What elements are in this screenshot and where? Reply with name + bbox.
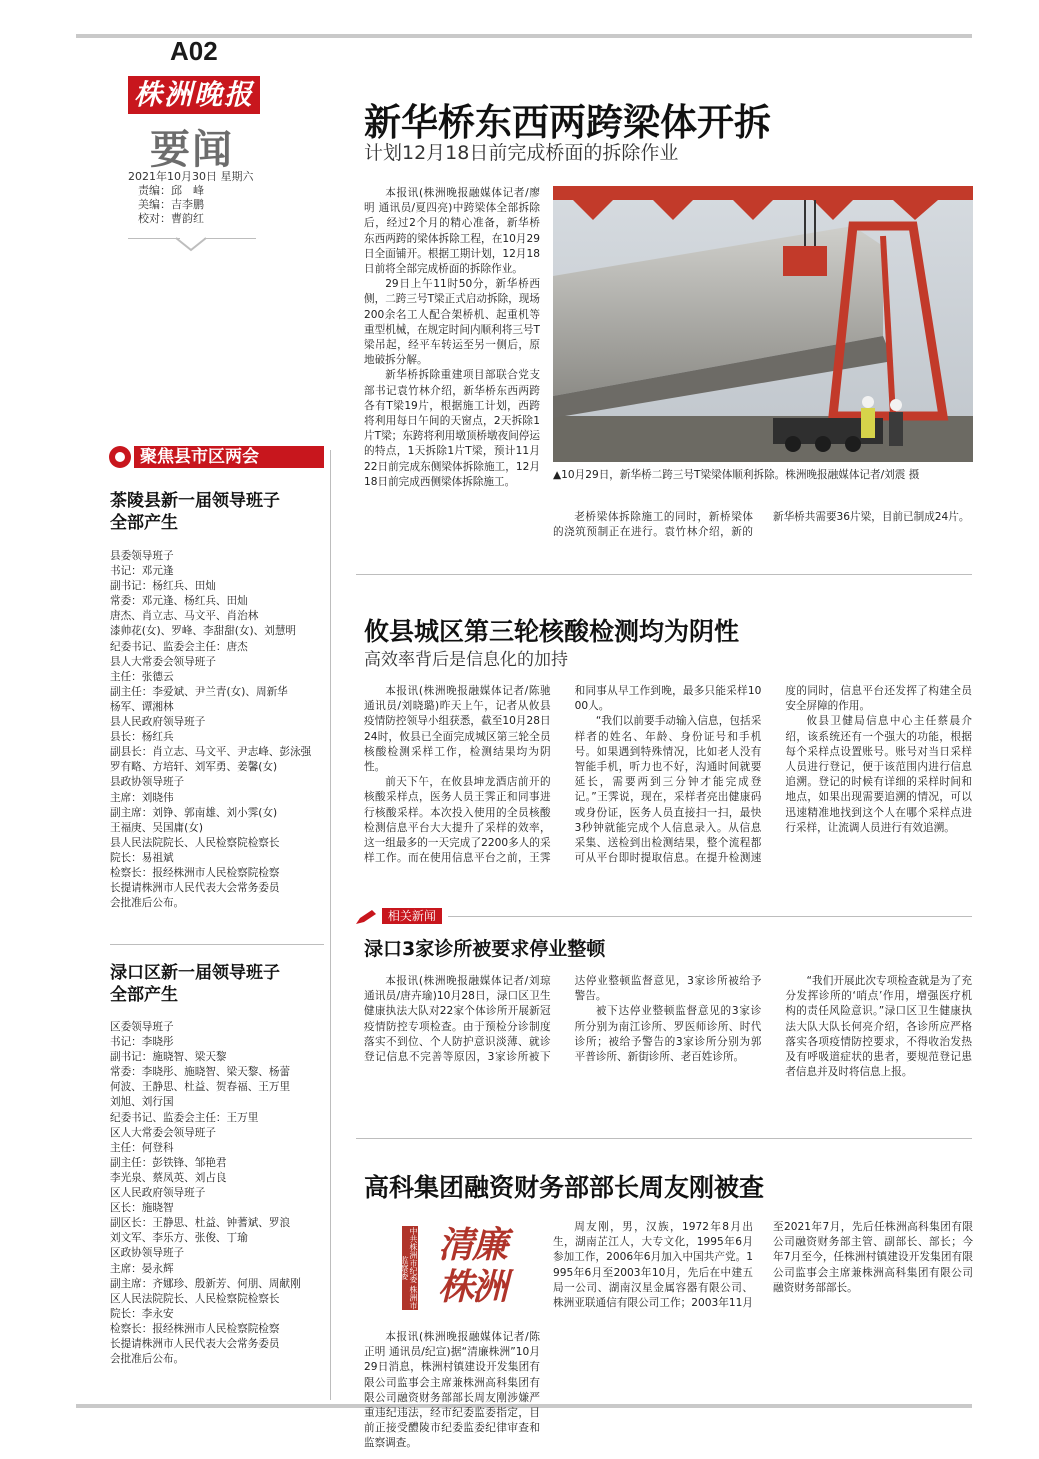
article1-subtitle: 计划12月18日前完成桥面的拆除作业 [364,142,679,164]
line: 纪委书记、监委会主任：唐杰 [110,640,248,653]
paragraph: “我们以前要手动输入信息，包括采样者的姓名、年龄、身份证号和手机号。如果遇到特殊情况，比如老人没有智能手机，听力也不好，沟通时间就要延长，需要两到三分钟才能完成登记。”王霁说，现在，采样者亮出健康码或身份证，医务人员直接扫一扫，最快3秒钟就能完成个人信息录入。从信息采集、送检到出检测结果，整个流程都可从平台即时提取信息。在提升检测速度的同时，信息平台还发挥了构建全员安全屏障的作用。 [574,685,972,865]
line: 主席：刘晓伟 [110,791,174,804]
article-divider [356,574,972,575]
line: 区人民法院院长、人民检察院检察长 [110,1292,280,1305]
paragraph: 新华桥拆除重建项目部联合党支部书记袁竹林介绍，新华桥东西两跨各有T梁19片，根据施工计划，西跨将利用每日午间的天窗点，2天拆除1片T梁；东跨将利用墩顶桥墩夜间停运的特点，1天拆除1片T梁，预计11月22日前完成东侧梁体拆除施工，12月18日前完成西侧梁体拆除施工。 [364,369,540,488]
line: 区人大常委会领导班子 [110,1126,216,1139]
qinglian-zhuzhou-seal [398,1218,526,1314]
related-body [364,974,972,1086]
line: 唐杰、肖立志、马文平、肖治林 [110,610,259,623]
line: 李光泉、蔡凤英、刘占良 [110,1171,227,1184]
paragraph: 本报讯(株洲晚报融媒体记者/廖明 通讯员/夏四亮)中跨梁体全部拆除后，经过2个月的精心准备，新华桥东西两跨的梁体拆除工程，在10月29日全面铺开。根据工期计划，12月18日前将全部完成桥面的拆除作业。 [364,187,540,276]
sidebar-block-chaling [110,490,324,911]
line: 刘旭、刘行国 [110,1096,174,1109]
related-news-label [356,907,442,924]
line: 杨军、谭湘林 [110,700,174,713]
line: 何波、王静思、杜益、贺春福、王万里 [110,1081,291,1094]
photo-caption: ▲10月29日，新华桥二跨三号T梁梁体顺利拆除。株洲晚报融媒体记者/刘震 摄 [553,469,920,481]
line: 区委领导班子 [110,1021,174,1033]
article-divider [356,1138,972,1139]
line: 常委：邓元逢、杨红兵、田灿 [110,595,248,608]
line: 主任：张德云 [110,670,174,683]
line: 罗有略、方培轩、刘军勇、姜馨(女) [110,761,278,774]
proofreader-line: 校对：曹韵红 [138,212,204,225]
article2-title: 攸县城区第三轮核酸检测均为阴性 [364,617,740,646]
sidebar-banner [108,444,324,470]
masthead-rule [128,238,180,239]
paragraph: “我们开展此次专项检查就是为了充分发挥诊所的‘哨点’作用，增强医疗机构的责任风险意识。”渌口区卫生健康执法大队大队长何亮介绍，各诊所应严格落实各项疫情防控要求，不得收治发热及有呼吸道症状的患者，要规范登记患者信息并及时将信息上报。 [785,975,972,1079]
line: 副书记：施晓智、梁天黎 [110,1051,227,1064]
sidebar-divider [330,450,331,1400]
line: 副区长：王静思、杜益、钟蓍斌、罗浪 [110,1217,291,1230]
masthead-info [128,170,254,226]
line: 长提请株洲市人民代表大会常务委员 [110,1337,280,1350]
article2-subtitle: 高效率背后是信息化的加持 [364,650,568,670]
date-line: 2021年10月30日 星期六 [128,170,254,183]
paragraph: 攸县卫健局信息中心主任蔡晨介绍，该系统还有一个强大的功能，根据每个采样点设置账号。账号对当日采样人员进行登记，便于该范围内进行信息追溯。登记的时候有详细的采样时间和地点，如果出现需要追溯的情况，可以迅速精准地找到这个人在哪个采样点进行采样，让流调人员进行有效追溯。 [785,715,972,834]
line: 副书记：杨红兵、田灿 [110,580,216,593]
related-news-text: 相关新闻 [382,908,442,924]
line: 院长：李永安 [110,1307,174,1320]
line: 区政协领导班子 [110,1247,185,1260]
line: 纪委书记、监委会主任：王万里 [110,1111,259,1124]
sidebar-banner-text: 聚焦县市区两会 [140,447,259,467]
paragraph: 前天下午，在攸县坤龙酒店前开的核酸采样点，医务人员王霁正和同事进行核酸采样。本次投入使用的全员核酸检测信息平台大大提升了采样的效率，这一组最多的一天完成了2200多人的采样工作。而在使用信息平台之前，王霁和同事从早工作到晚，最多只能采样1000人。 [364,685,762,865]
line: 检察长：报经株洲市人民检察院检察 [110,1322,280,1335]
line: 副主任：彭铁锋、邹艳君 [110,1156,227,1169]
line: 县人民政府领导班子 [110,716,206,729]
article3-body-lead [364,1330,540,1450]
paragraph: 29日上午11时50分，新华桥西侧，二跨三号T梁正式启动拆除，现场200余名工人配合架桥机、起重机等重型机械，在规定时间内顺利将三号T梁吊起，经平车转运至另一侧后，原地破拆分解。 [364,278,540,367]
line: 长提请株洲市人民代表大会常务委员 [110,882,280,895]
section-title: 要闻 [150,126,234,173]
related-title: 渌口3家诊所被要求停业整顿 [364,938,606,960]
line: 常委：李晓彤、施晓智、梁天黎、杨蕾 [110,1066,291,1079]
seal-main-text: 清廉株洲 [437,1224,506,1308]
line: 县委领导班子 [110,550,174,562]
paragraph: 本报讯(株洲晚报融媒体记者/陈驰 通讯员/刘晓璐)昨天上午，记者从攸县疫情防控领导小组获悉，截至10月28日24时，攸县已全面完成城区第三轮全员核酸检测采样工作，检测结果均为阴性。 [364,685,551,774]
paragraph: 本报讯(株洲晚报融媒体记者/刘琼 通讯员/唐卉瑜)10月28日，渌口区卫生健康执法大队对22家个体诊所开展新冠疫情防控专项检查。由于预检分诊制度落实不到位、个人防护意识淡薄、就诊登记信息不完善等原因，3家诊所被下达停业整顿监督意见，3家诊所被给予警告。 [364,975,762,1064]
block-lines [110,549,324,911]
seal-side-text: 中共株洲市纪委 株洲市监察委 [400,1226,418,1310]
art-editor-line: 美编：吉李鹏 [138,198,204,211]
line: 副主席：刘铮、郭南雄、刘小霁(女) [110,806,278,819]
block-title: 茶陵县新一届领导班子 [110,491,280,511]
masthead-rule [204,238,256,239]
line: 县人大常委会领导班子 [110,655,216,668]
line: 王福庚、吴国庸(女) [110,821,204,834]
article1-body [364,186,540,490]
block-title: 全部产生 [110,513,178,533]
line: 主任：何登科 [110,1141,174,1154]
chevron-down-icon [176,236,206,252]
line: 会批准后公布。 [110,897,185,910]
related-rule [448,916,972,917]
block-lines [110,1020,324,1367]
line: 区人民政府领导班子 [110,1187,206,1200]
line: 会批准后公布。 [110,1353,185,1366]
article3-body [553,1220,973,1388]
line: 县人民法院院长、人民检察院检察长 [110,836,280,849]
sidebar-block-lukou [110,962,324,1367]
line: 副主任：李爱斌、尹兰青(女)、周新华 [110,685,288,698]
line: 书记：邓元逢 [110,565,174,578]
line: 漆帅花(女)、罗峰、李甜甜(女)、刘慧明 [110,625,297,638]
line: 县长：杨红兵 [110,731,174,744]
sidebar-block-divider [110,944,324,945]
article2-body [364,684,972,880]
paragraph: 老桥梁体拆除施工的同时，新桥梁体的浇筑预制正在进行。袁竹林介绍，新的新华桥共需要36片梁，目前已制成24片。 [553,511,970,539]
article3-title: 高科集团融资财务部部长周友刚被查 [364,1173,765,1202]
line: 检察长：报经株洲市人民检察院检察 [110,866,280,879]
line: 刘文军、李乐方、张俊、丁瑜 [110,1232,248,1245]
line: 县政协领导班子 [110,776,185,789]
line: 主席：晏永辉 [110,1262,174,1275]
newspaper-logo: 株洲晚报 [128,76,260,114]
block-title: 渌口区新一届领导班子 [110,963,280,983]
article1-title: 新华桥东西两跨梁体开拆 [364,101,771,144]
line: 副县长：肖立志、马文平、尹志峰、彭泳强 [110,746,312,759]
block-title: 全部产生 [110,985,178,1005]
bridge-demolition-photo [553,186,973,462]
paragraph: 周友刚，男，汉族，1972年8月出生，湖南芷江人，大专文化，1995年6月参加工作，2006年6月加入中国共产党。1995年6月至2003年10月，先后在中建五局一公司、湖南汉星金属容器有限公司、株洲亚联通信有限公司工作；2003年11月至2021年7月，先后任株洲高科集团有限公司融资财务部主管、副部长、部长；今年7月至今，任株洲村镇建设开发集团有限公司监事会主席兼株洲高科集团有限公司融资财务部部长。 [553,1221,973,1310]
pencil-icon [356,910,378,924]
editor-line: 责编：邱 峰 [138,184,204,197]
line: 区长：施晓智 [110,1202,174,1215]
paragraph: 被下达停业整顿监督意见的3家诊所分别为南江诊所、罗医师诊所、时代诊所；被给予警告的3家诊所分别为郭平普诊所、新街诊所、老百姓诊所。 [574,1005,762,1064]
page-code: A02 [170,36,218,66]
line: 院长：易祖斌 [110,851,174,864]
paragraph: 本报讯(株洲晚报融媒体记者/陈正明 通讯员/纪宣)据“清廉株洲”10月29日消息，株洲村镇建设开发集团有限公司监事会主席兼株洲高科集团有限公司融资财务部部长周友刚涉嫌严重违纪违法，经市纪委监委指定，目前正接受醴陵市纪委监委纪律审查和监察调查。 [364,1331,540,1450]
article1-closing [553,510,973,540]
line: 副主席：齐娜珍、殷新芳、何朋、周献刚 [110,1277,301,1290]
line: 书记：李晓彤 [110,1036,174,1049]
